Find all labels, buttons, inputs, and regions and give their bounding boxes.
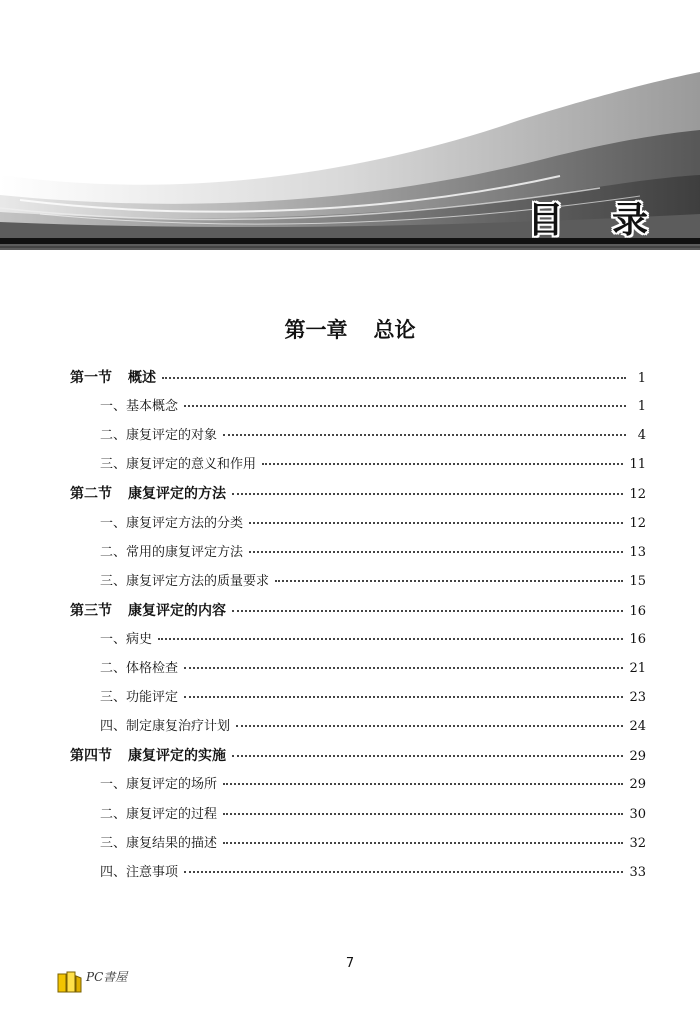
toc-entry-label [100,628,152,652]
dot-leader [236,724,623,727]
toc-entry[interactable] [100,832,646,856]
dot-leader [223,812,623,815]
dot-leader [223,782,623,785]
toc-entry[interactable] [100,803,646,827]
toc-entry-title: 三、功能评定 [100,690,179,706]
toc-entry-title: 康复评定的实施 [128,748,226,765]
toc-entry-title: 三、康复评定的意义和作用 [100,457,257,473]
toc-entry-label [70,744,226,768]
toc-entry-title: 二、体格检查 [100,661,179,676]
toc-entry-label [100,570,269,594]
toc-page-number: 24 [629,719,646,735]
toc-entry[interactable] [100,715,646,739]
toc-entry-label [100,686,178,710]
toc-entry-title: 概述 [128,370,156,386]
toc-entry-title: 康复评定的内容 [128,602,226,619]
dot-leader [275,579,623,582]
toc-entry-label [100,453,256,477]
toc-section-entry[interactable] [70,744,646,768]
dot-leader [223,433,626,436]
toc-entry-title: 二、康复评定的对象 [100,428,218,444]
toc-page-number: 12 [629,515,646,531]
toc-page-number: 29 [629,777,646,793]
dot-leader [232,754,623,757]
toc-section-entry[interactable] [70,599,646,623]
toc-entry-title: 一、基本概念 [100,399,179,415]
page-number: 7 [345,956,355,971]
toc-page-number: 11 [629,457,646,473]
toc-entry-title: 三、康复结果的描述 [100,835,218,851]
section-number: 第一节 [70,370,112,386]
dot-leader [262,462,623,465]
chapter-heading [0,314,700,344]
toc-entry-label [100,512,243,536]
toc-entry-label [70,482,226,506]
toc-entry-label [100,715,230,739]
dot-leader [249,521,623,524]
toc-entry-title: 康复评定的方法 [128,486,226,503]
toc-entry-title: 三、康复评定方法的质量要求 [100,573,270,589]
toc-entry-label [100,773,217,797]
toc-page-number: 23 [629,690,646,706]
toc-entry[interactable] [100,453,646,477]
dot-leader [184,666,623,669]
logo-text: PC書屋 [86,970,128,984]
toc-entry-label [70,366,156,390]
toc-entry-label [100,832,217,856]
toc-entry-title: 四、注意事项 [100,864,179,880]
toc-entry[interactable] [100,424,646,448]
publisher-logo [56,968,176,1002]
toc-entry[interactable] [100,395,646,419]
dot-leader [223,841,623,844]
toc-page-number: 30 [629,806,646,822]
section-number: 第三节 [70,602,112,619]
toc-page-number: 29 [629,749,646,765]
toc-entry[interactable] [100,657,646,681]
toc-entry-label [100,395,178,419]
dot-leader [158,637,623,640]
toc-entry-label [100,803,217,827]
toc-title: 目 录 [527,200,666,241]
dot-leader [232,609,623,612]
toc-entry-title: 二、康复评定的过程 [100,806,218,822]
toc-section-entry[interactable] [70,482,646,506]
toc-page-number: 33 [629,864,646,880]
toc-entry-label [100,541,243,565]
toc-entry[interactable] [100,512,646,536]
dot-leader [232,492,623,495]
toc-page-number: 32 [629,835,646,851]
toc-page-number: 15 [629,573,646,589]
toc-entry[interactable] [100,570,646,594]
toc-entry-title: 二、常用的康复评定方法 [100,544,244,560]
toc-entry-title: 一、康复评定方法的分类 [100,515,244,531]
toc-entry-title: 四、制定康复治疗计划 [100,719,231,735]
toc-entry-title: 一、病史 [100,631,153,647]
dot-leader [184,404,626,407]
toc-entry-label [100,861,178,885]
section-number: 第二节 [70,486,112,503]
toc-page-number: 12 [629,487,646,503]
toc-page-number: 1 [637,371,646,386]
book-icon [56,968,82,994]
toc-page-number: 16 [629,631,646,647]
toc-entry-label [70,599,226,623]
toc-section-entry[interactable] [70,366,646,390]
toc-page-number: 21 [629,661,646,676]
dot-leader [184,870,623,873]
toc-page-number: 13 [629,544,646,560]
toc-entry[interactable] [100,628,646,652]
toc-entry[interactable] [100,541,646,565]
toc-page-number: 4 [637,428,646,444]
dot-leader [162,376,626,379]
toc-entry-label [100,657,178,681]
section-number: 第四节 [70,748,112,765]
header-banner [0,0,700,250]
toc-page-number: 16 [629,603,646,619]
chapter-title: 总论 [373,318,416,342]
toc-entry[interactable] [100,686,646,710]
toc-entry-label [100,424,217,448]
toc-entry[interactable] [100,773,646,797]
toc-page-number: 1 [637,399,646,415]
dot-leader [184,695,623,698]
chapter-number: 第一章 [284,318,348,342]
dot-leader [249,550,623,553]
toc-entry-title: 一、康复评定的场所 [100,777,218,793]
toc-entry[interactable] [100,861,646,885]
